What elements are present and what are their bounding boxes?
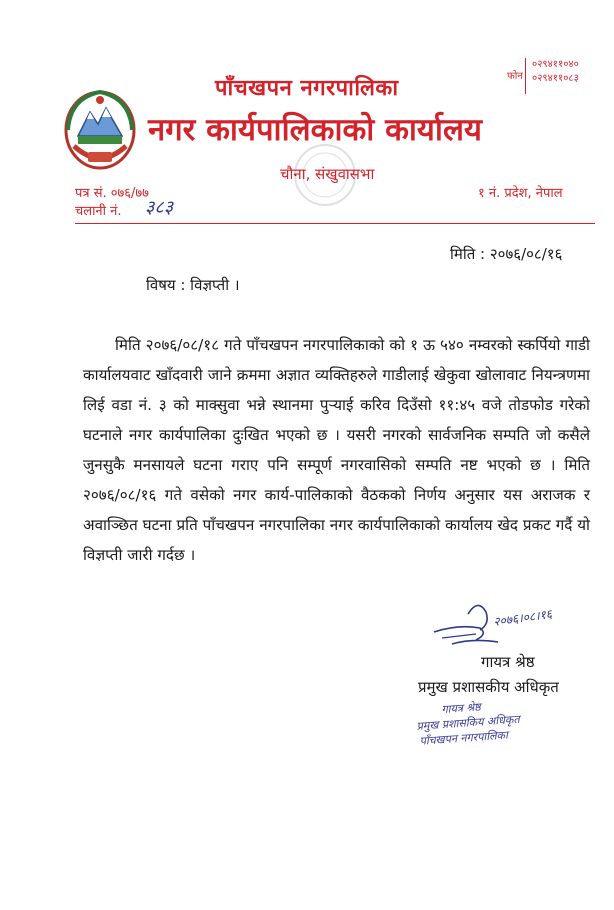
phone-number-2: ०२९४११०८३ — [532, 73, 579, 84]
letter-date: मिति : २०७६/०८/१६ — [450, 245, 563, 263]
province-address: १ नं. प्रदेश, नेपाल — [478, 186, 563, 201]
organization-name: पाँचखपन नगरपालिका — [215, 76, 399, 101]
stamp-line-name: गायत्र श्रेष्ठ — [441, 700, 482, 717]
office-name: नगर कार्यपालिकाको कार्यालय — [148, 112, 482, 148]
letterhead-divider — [75, 223, 595, 224]
signature-date: २०७६।०८।१६ — [492, 606, 553, 629]
reference-number: पत्र सं. ०७६/७७ — [75, 186, 149, 201]
stamp-line-title: प्रमुख प्रशासकिय अधिकृत — [416, 712, 521, 733]
letter-subject: विषय : विज्ञप्ती । — [146, 276, 240, 294]
office-address: चौना, संखुवासभा — [280, 165, 375, 183]
handwritten-signature — [428, 594, 568, 656]
body-paragraph: मिति २०७६/०८/१८ गते पाँचखपन नगरपालिकाको को १ ऊ ५४० नम्वरको स्कर्पियो गाडी कार्यालयवाट खाँदवारी जाने क्रममा अज्ञात व्यक्तिहरुले गाडीलाई खेकुवा खोलावाट नियन्त्रणमा लिई वडा नं. ३ को माक्सुवा भन्ने स्थानमा पुर्‍याई करिव दिउँसो ११:४५ वजे तोडफोड गरेको घटनाले नगर कार्यपालिका दुःखित भएको छ । यसरी नगरको सार्वजनिक सम्पति जो कसैले जुनसुकै मनसायले घटना गराए पनि सम्पूर्ण नगरवासिको सम्पति नष्ट भएको छ । मिति २०७६/०८/१६ गते वसेको नगर कार्य-पालिकाको वैठकको निर्णय अनुसार यस अराजक र अवाञ्छित घटना प्रति पाँचखपन नगरपालिका नगर कार्यपालिकाको कार्यालय खेद प्रकट गर्दै यो विज्ञप्ती जारी गर्दछ । — [83, 336, 590, 564]
stamp-line-organization: पाँचखपन नगरपालिका — [419, 728, 509, 748]
dispatch-number-handwritten: ३८३ — [145, 197, 174, 218]
official-stamp — [415, 692, 588, 749]
nepal-emblem-icon — [60, 86, 140, 172]
dispatch-number-label: चलानी नं. — [75, 204, 122, 219]
signer-title: प्रमुख प्रशासकीय अधिकृत — [418, 678, 559, 696]
phone-label: फोन — [507, 71, 523, 82]
letter-body — [83, 330, 590, 570]
faint-seal-stamp — [290, 140, 360, 210]
phone-numbers — [525, 58, 598, 94]
phone-number-1: ०२९४११०४० — [532, 59, 579, 70]
signer-name: गायत्र श्रेष्ठ — [481, 653, 535, 671]
